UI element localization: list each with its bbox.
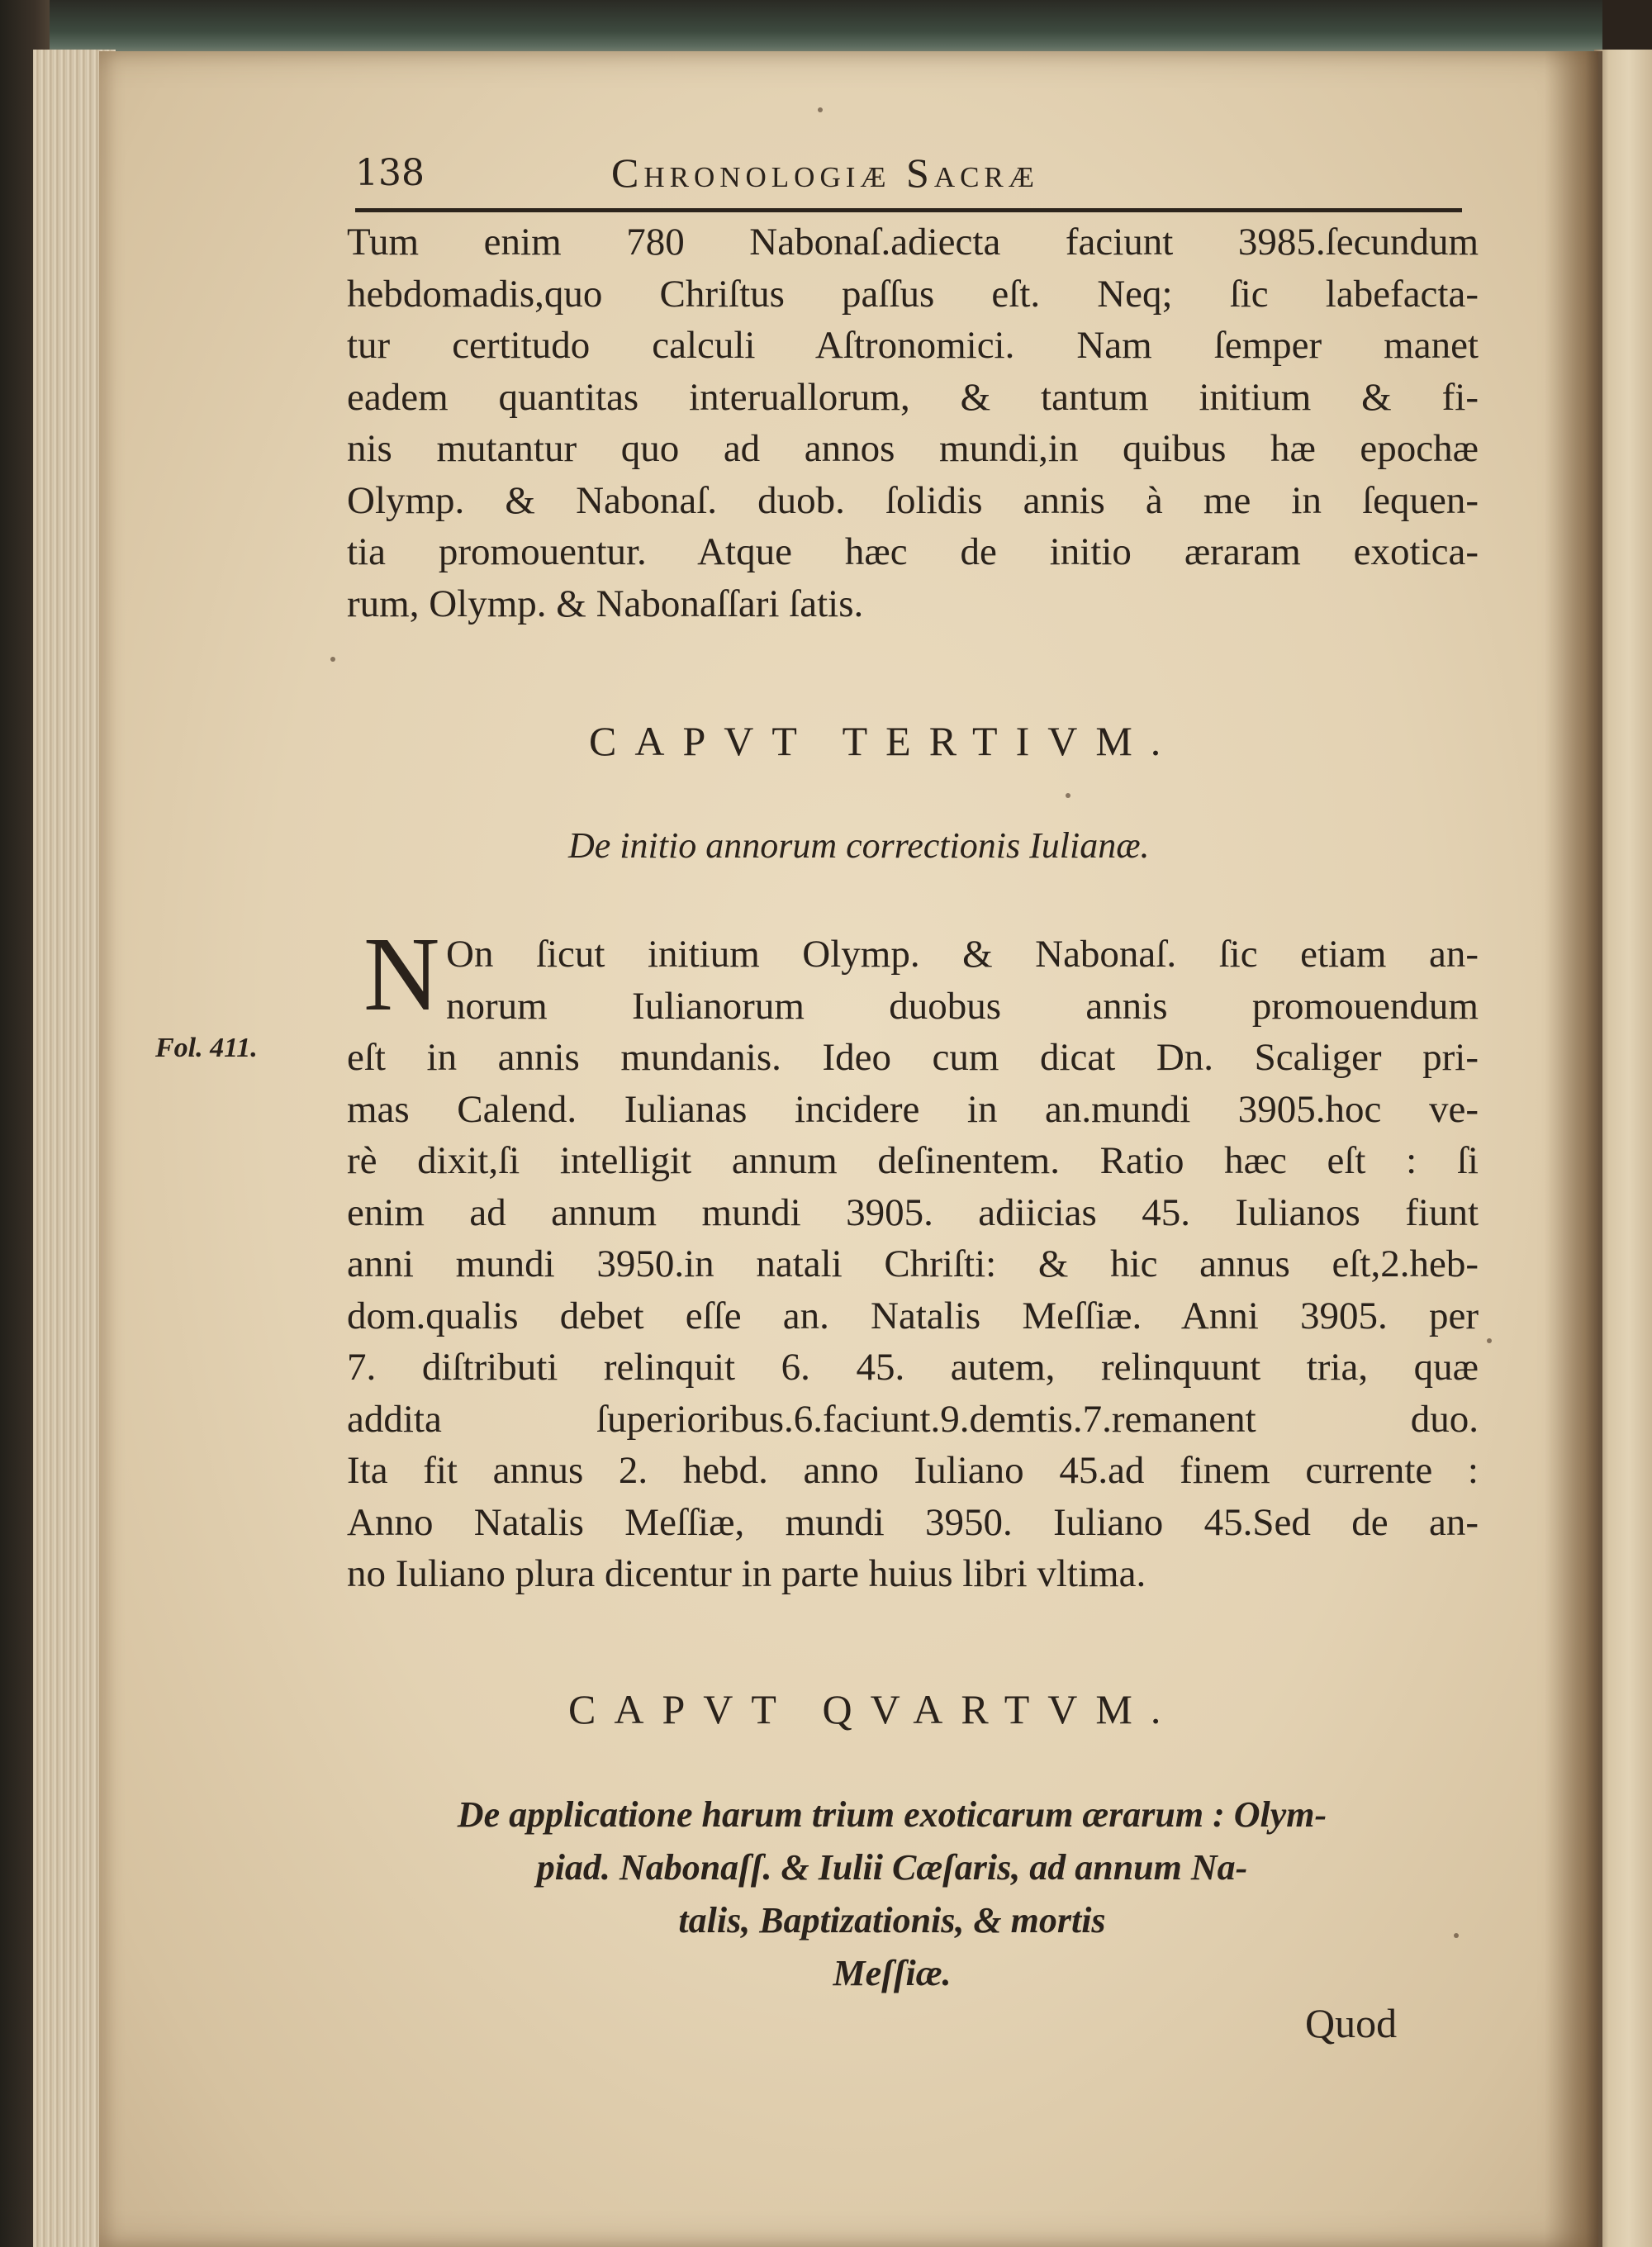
paper-speck [818, 107, 823, 112]
text-line: rè dixit,ſi intelligit annum deſinentem. Ratio hæc eſt : ſi [347, 1139, 1479, 1182]
facing-page-edge [1594, 50, 1652, 2247]
subtitle-line: piad. Nabonaſſ. & Iulii Cæſaris, ad annum Na- [536, 1847, 1248, 1888]
text-line: dom.qualis debet eſſe an. Natalis Meſſiæ. Anni 3905. per [347, 1294, 1479, 1337]
subtitle-line: Meſſiæ. [833, 1953, 952, 1993]
paper-speck [1066, 793, 1070, 798]
margin-note: Fol. 411. [155, 1033, 258, 1063]
text-line: mas Calend. Iulianas incidere in an.mundi 3905.hoc ve- [347, 1087, 1479, 1131]
text-line: hebdomadis,quo Chriſtus paſſus eſt. Neq; ſic labefacta- [347, 272, 1479, 316]
text-line: 7. diſtributi relinquit 6. 45. autem, relinquunt tria, quæ [347, 1346, 1479, 1389]
paper-speck [1487, 1338, 1492, 1343]
paragraph-opening [347, 216, 1479, 629]
chapter-3-title: CAPVT TERTIVM. [589, 718, 1180, 764]
page-number: 138 [355, 152, 425, 194]
text-line: Tum enim 780 Nabonaſ.adiecta faciunt 3985.ſecundum [347, 221, 1479, 264]
catchword: Quod [1305, 2000, 1398, 2046]
text-line: no Iuliano plura dicentur in parte huius libri vltima. [347, 1552, 1146, 1595]
text-line: eſt in annis mundanis. Ideo cum dicat Dn. Scaliger pri- [347, 1036, 1479, 1079]
text-line: norum Iulianorum duobus annis promouendum [446, 984, 1479, 1028]
running-head: Chronologiæ Sacræ [611, 150, 1039, 196]
text-line: eadem quantitas interuallorum, & tantum initium & fi- [347, 375, 1479, 419]
text-line: Ita fit annus 2. hebd. anno Iuliano 45.ad finem currente : [347, 1449, 1479, 1492]
subtitle-line: De applicatione harum trium exoticarum ærarum : Olym- [457, 1794, 1327, 1835]
text-line: Anno Natalis Meſſiæ, mundi 3950. Iuliano 45.Sed de an- [347, 1500, 1479, 1544]
subtitle-line: talis, Baptizationis, & mortis [678, 1900, 1106, 1941]
page-header [355, 149, 1462, 207]
text-line: anni mundi 3950.in natali Chriſti: & hic annus eſt,2.heb- [347, 1242, 1479, 1285]
drop-cap: N [363, 915, 440, 1033]
header-rule [355, 208, 1462, 212]
book-cover-top [50, 0, 1602, 58]
text-line: enim ad annum mundi 3905. adiicias 45. Iulianos fiunt [347, 1190, 1479, 1234]
text-line: tia promouentur. Atque hæc de initio æraram exotica- [347, 530, 1479, 573]
text-line: Olymp. & Nabonaſ. duob. ſolidis annis à me in ſequen- [347, 478, 1479, 522]
text-line: rum, Olymp. & Nabonaſſari ſatis. [347, 582, 864, 625]
chapter-4-title: CAPVT QVARTVM. [568, 1686, 1180, 1732]
text-line: tur certitudo calculi Aſtronomici. Nam ſemper manet [347, 324, 1479, 367]
paper-speck [330, 657, 335, 662]
paper-speck [1454, 1933, 1459, 1938]
page-gutter [1545, 51, 1602, 2247]
chapter-3-subtitle: De initio annorum correctionis Iulianæ. [568, 825, 1150, 866]
text-line: On ſicut initium Olymp. & Nabonaſ. ſic etiam an- [446, 933, 1479, 976]
text-line: nis mutantur quo ad annos mundi,in quibus hæ epochæ [347, 427, 1479, 470]
chapter-3-body [347, 929, 1479, 1600]
chapter-4-subtitle [388, 1789, 1396, 2000]
text-line: addita ſuperioribus.6.faciunt.9.demtis.7.remanent duo. [347, 1397, 1479, 1441]
